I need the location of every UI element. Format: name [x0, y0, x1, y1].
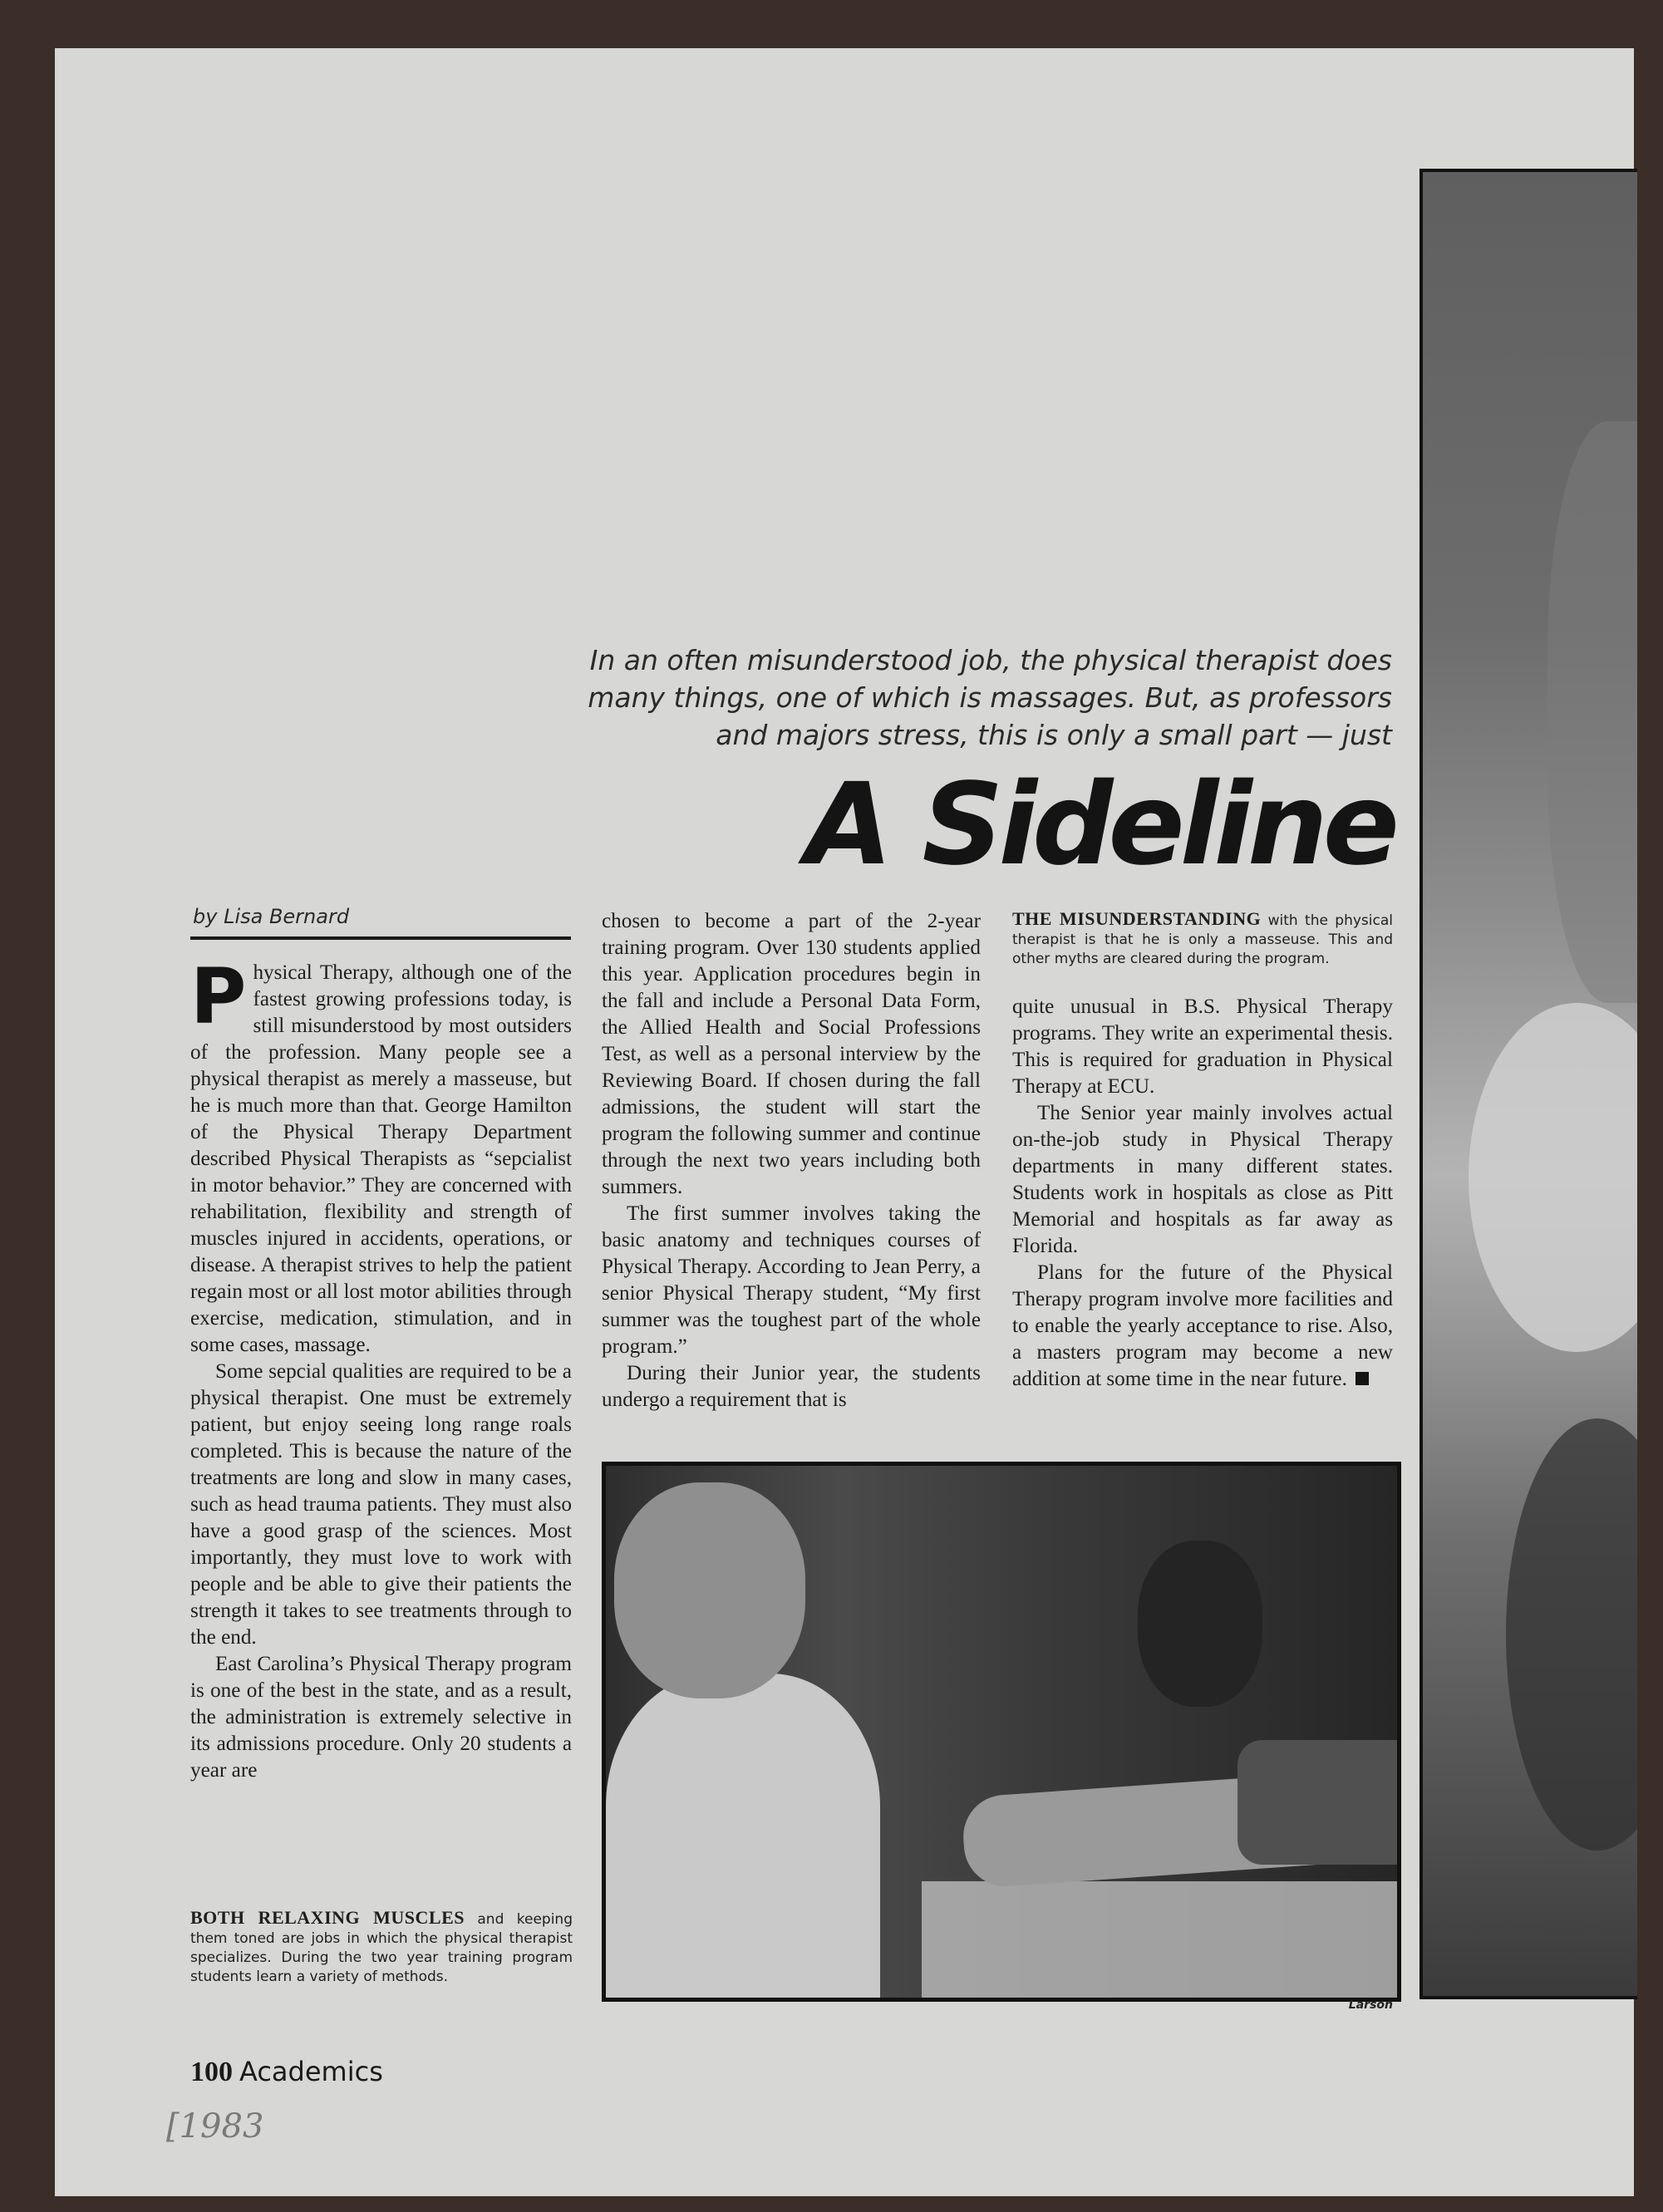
side-photo [1419, 169, 1637, 1999]
photo-shape [1469, 1003, 1637, 1352]
paragraph: Plans for the future of the Physical Therapy program involve more facilities and to enable the yearly acceptance to rise. Also, a masters program may become a new addition at some time in the near future. [1012, 1261, 1393, 1390]
caption-lead: THE MISUNDERSTANDING [1012, 908, 1262, 929]
paragraph: The Senior year mainly involves actual on-the-job study in Physical Therapy departments in many different states. Students work in hospitals as close as Pitt Memorial and hospitals as far away as Florida. [1012, 1102, 1393, 1257]
drop-cap: P [190, 952, 247, 1041]
photo-shape [1237, 1740, 1401, 1865]
photo-credit: Larson [1348, 1998, 1393, 2012]
section-name: Academics [239, 2056, 383, 2087]
paragraph: During their Junior year, the students undergo a requirement that is [602, 1362, 981, 1411]
paragraph: The first summer involves taking the basic anatomy and techniques courses of Physical Therapy. According to Jean Perry, a senior Physical Therapy student, “My first summer was the toughest part of the whole program.” [602, 1202, 981, 1358]
handwritten-note: [1983 [166, 2107, 264, 2146]
paragraph: Physical Therapy, although one of the fastest growing professions today, is still misunderstood by most outsiders of the profession. Many people see a physical therapist as merely a masseuse, but he is much more than that. George Hamilton of the Physical Therapy Department described Physical Therapists as “sepcialist in motor behavior.” They are concerned with rehabilitation, flexibility and strength of muscles injured in accidents, operations, or disease. A therapist strives to help the patient regain most or all lost motor abilities through exercise, medication, stimulation, and in some cases, massage. [190, 952, 572, 1356]
photo-shape [1506, 1418, 1637, 1851]
caption-lead: BOTH RELAXING MUSCLES [190, 1907, 465, 1928]
deck-line: many things, one of which is massages. But, as professors [588, 681, 1392, 714]
page-number: 100 [190, 2057, 233, 2087]
end-mark-icon [1355, 1372, 1369, 1385]
text-column-1 [190, 952, 572, 1784]
photo-shape [1547, 421, 1637, 1003]
therapy-photo [602, 1462, 1401, 2002]
deck-line: and majors stress, this is only a small part — just [716, 719, 1392, 751]
caption-text: and keeping them toned are jobs in which the physical therapist specializes. During the two year training program students learn a variety of methods. [190, 1911, 573, 1985]
paragraph: East Carolina’s Physical Therapy program is one of the best in the state, and as a result, the administration is extremely selective in its admissions procedure. Only 20 students a year are [190, 1653, 572, 1782]
deck-line: In an often misunderstood job, the physical therapist does [589, 644, 1392, 676]
byline-rule [190, 936, 571, 940]
text-column-2 [602, 908, 981, 1413]
text-column-3 [1012, 994, 1393, 1393]
paragraph: Some sepcial qualities are required to be a physical therapist. One must be extremely patient, but enjoy seeing long range roals completed. This is because the nature of the treatments are long and slow in many cases, such as head trauma patients. They must also have a good grasp of the sciences. Most importantly, they must love to work with people and be able to give their patients the strength it takes to see treatments through to the end. [190, 1360, 572, 1649]
photo-shape [614, 1482, 805, 1698]
byline: by Lisa Bernard [193, 905, 350, 928]
photo-shape [1138, 1541, 1262, 1707]
photo-caption-bottom [190, 1908, 573, 1987]
photo-shape [606, 1674, 880, 2002]
article-deck [565, 641, 1392, 754]
caption-text: with the physical therapist is that he is only a masseuse. This and other myths are cleared during the program. [1012, 912, 1393, 967]
paragraph: chosen to become a part of the 2-year training program. Over 130 students applied this year. Application procedures begin in the fall and include a Personal Data Form, the Allied Health and Social Professions Test, as well as a personal interview by the Reviewing Board. If chosen during the fall admissions, the student will start the program the following summer and continue through the next two years including both summers. [602, 910, 981, 1198]
photo-caption-top [1012, 909, 1393, 969]
photo-shape [922, 1881, 1401, 2002]
paragraph: quite unusual in B.S. Physical Therapy programs. They write an experimental thesis. This is required for graduation in Physical Therapy at ECU. [1012, 995, 1393, 1098]
page-folio [190, 2056, 383, 2088]
article-headline: A Sideline [804, 759, 1395, 891]
